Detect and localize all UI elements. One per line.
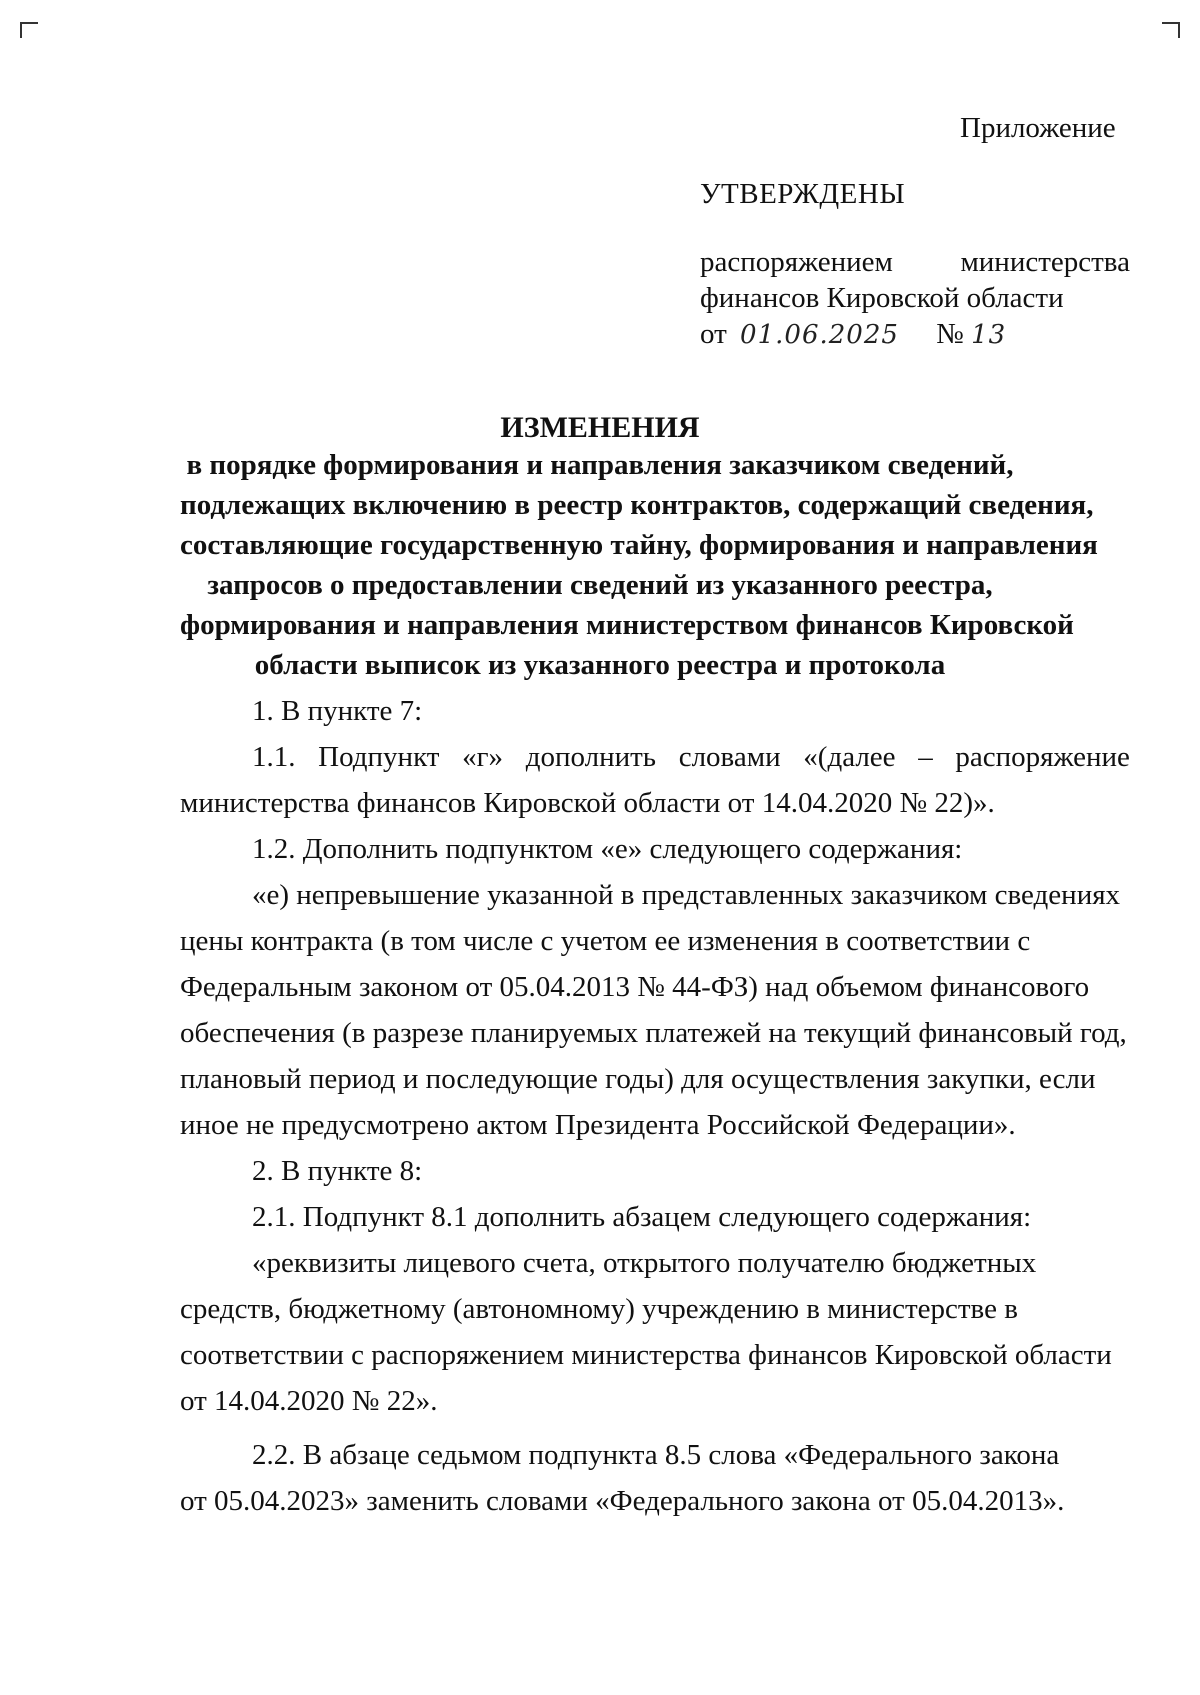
quote-line: от 14.04.2020 № 22». [180, 1385, 438, 1417]
subtitle-line: подлежащих включению в реестр контрактов, содержащий сведения, [180, 489, 1094, 521]
word: «(далее [803, 741, 896, 773]
order-word-2: министерства [960, 246, 1130, 278]
word: дополнить [525, 741, 657, 773]
paragraph-2-2-line: от 05.04.2023» заменить словами «Федерального закона от 05.04.2013». [180, 1485, 1065, 1517]
quote-line: средств, бюджетному (автономному) учреждению в министерстве в [180, 1293, 1018, 1325]
document-title: ИЗМЕНЕНИЯ [500, 411, 700, 444]
paragraph-2-1 [180, 1194, 1130, 1240]
paragraph-2-2-line: 2.2. В абзаце седьмом подпункта 8.5 слова «Федерального закона [252, 1439, 1060, 1471]
paragraph-2-2 [180, 1432, 1130, 1524]
paragraph-2-1-text: 2.1. Подпункт 8.1 дополнить абзацем следующего содержания: [252, 1201, 1032, 1233]
number-prefix: № [936, 318, 964, 350]
paragraph-1-1-line-2: министерства финансов Кировской области от 14.04.2020 № 22)». [180, 787, 995, 819]
document-subtitle [180, 445, 1098, 685]
paragraph-1-1 [180, 734, 1130, 826]
paragraph-1-2-quote [180, 872, 1130, 1148]
paragraph-2 [180, 1148, 1130, 1194]
order-line-1 [700, 246, 1130, 279]
handwritten-date: 01.06.2025 [740, 320, 899, 350]
corner-mark-top-left-v [20, 22, 22, 38]
quote-line: «реквизиты лицевого счета, открытого получателю бюджетных [252, 1247, 1037, 1279]
order-line-2: финансов Кировской области [700, 282, 1064, 314]
order-word-1: распоряжением [700, 246, 893, 278]
quote-line: «е) непревышение указанной в представленных заказчиком сведениях [252, 879, 1121, 911]
subtitle-line: области выписок из указанного реестра и протокола [254, 649, 946, 681]
quote-line: плановый период и последующие годы) для осуществления закупки, если [180, 1063, 1096, 1095]
subtitle-line: запросов о предоставлении сведений из указанного реестра, [207, 569, 993, 601]
word: «г» [462, 741, 504, 773]
appendix-label: Приложение [960, 112, 1116, 144]
paragraph-1-2-text: 1.2. Дополнить подпунктом «е» следующего содержания: [252, 833, 963, 865]
subtitle-line: составляющие государственную тайну, формирования и направления [180, 529, 1098, 561]
paragraph-1-1-line-1 [180, 734, 1130, 780]
order-date-line [700, 318, 1006, 351]
subtitle-line: формирования и направления министерством финансов Кировской [180, 609, 1074, 641]
paragraph-2-1-quote [180, 1240, 1130, 1424]
word: словами [678, 741, 781, 773]
quote-line: Федеральным законом от 05.04.2013 № 44-ФЗ) над объемом финансового [180, 971, 1090, 1003]
paragraph-1-text: 1. В пункте 7: [252, 695, 423, 727]
paragraph-2-text: 2. В пункте 8: [252, 1155, 423, 1187]
word: распоряжение [955, 741, 1130, 773]
paragraph-1-2 [180, 826, 1130, 872]
quote-line: иное не предусмотрено актом Президента Российской Федерации». [180, 1109, 1016, 1141]
handwritten-number: 13 [971, 320, 1007, 350]
subtitle-line: в порядке формирования и направления заказчиком сведений, [186, 449, 1014, 481]
corner-mark-top-left-h [20, 22, 38, 24]
corner-mark-top-right-v [1178, 22, 1180, 38]
quote-line: цены контракта (в том числе с учетом ее изменения в соответствии с [180, 925, 1031, 957]
quote-line: обеспечения (в разрезе планируемых платежей на текущий финансовый год, [180, 1017, 1127, 1049]
quote-line: соответствии с распоряжением министерства финансов Кировской области [180, 1339, 1112, 1371]
word: Подпункт [318, 741, 440, 773]
word: – [918, 741, 933, 773]
approved-label: УТВЕРЖДЕНЫ [700, 178, 906, 210]
word: 1.1. [252, 741, 296, 773]
date-prefix: от [700, 318, 727, 350]
paragraph-1 [180, 688, 1130, 734]
